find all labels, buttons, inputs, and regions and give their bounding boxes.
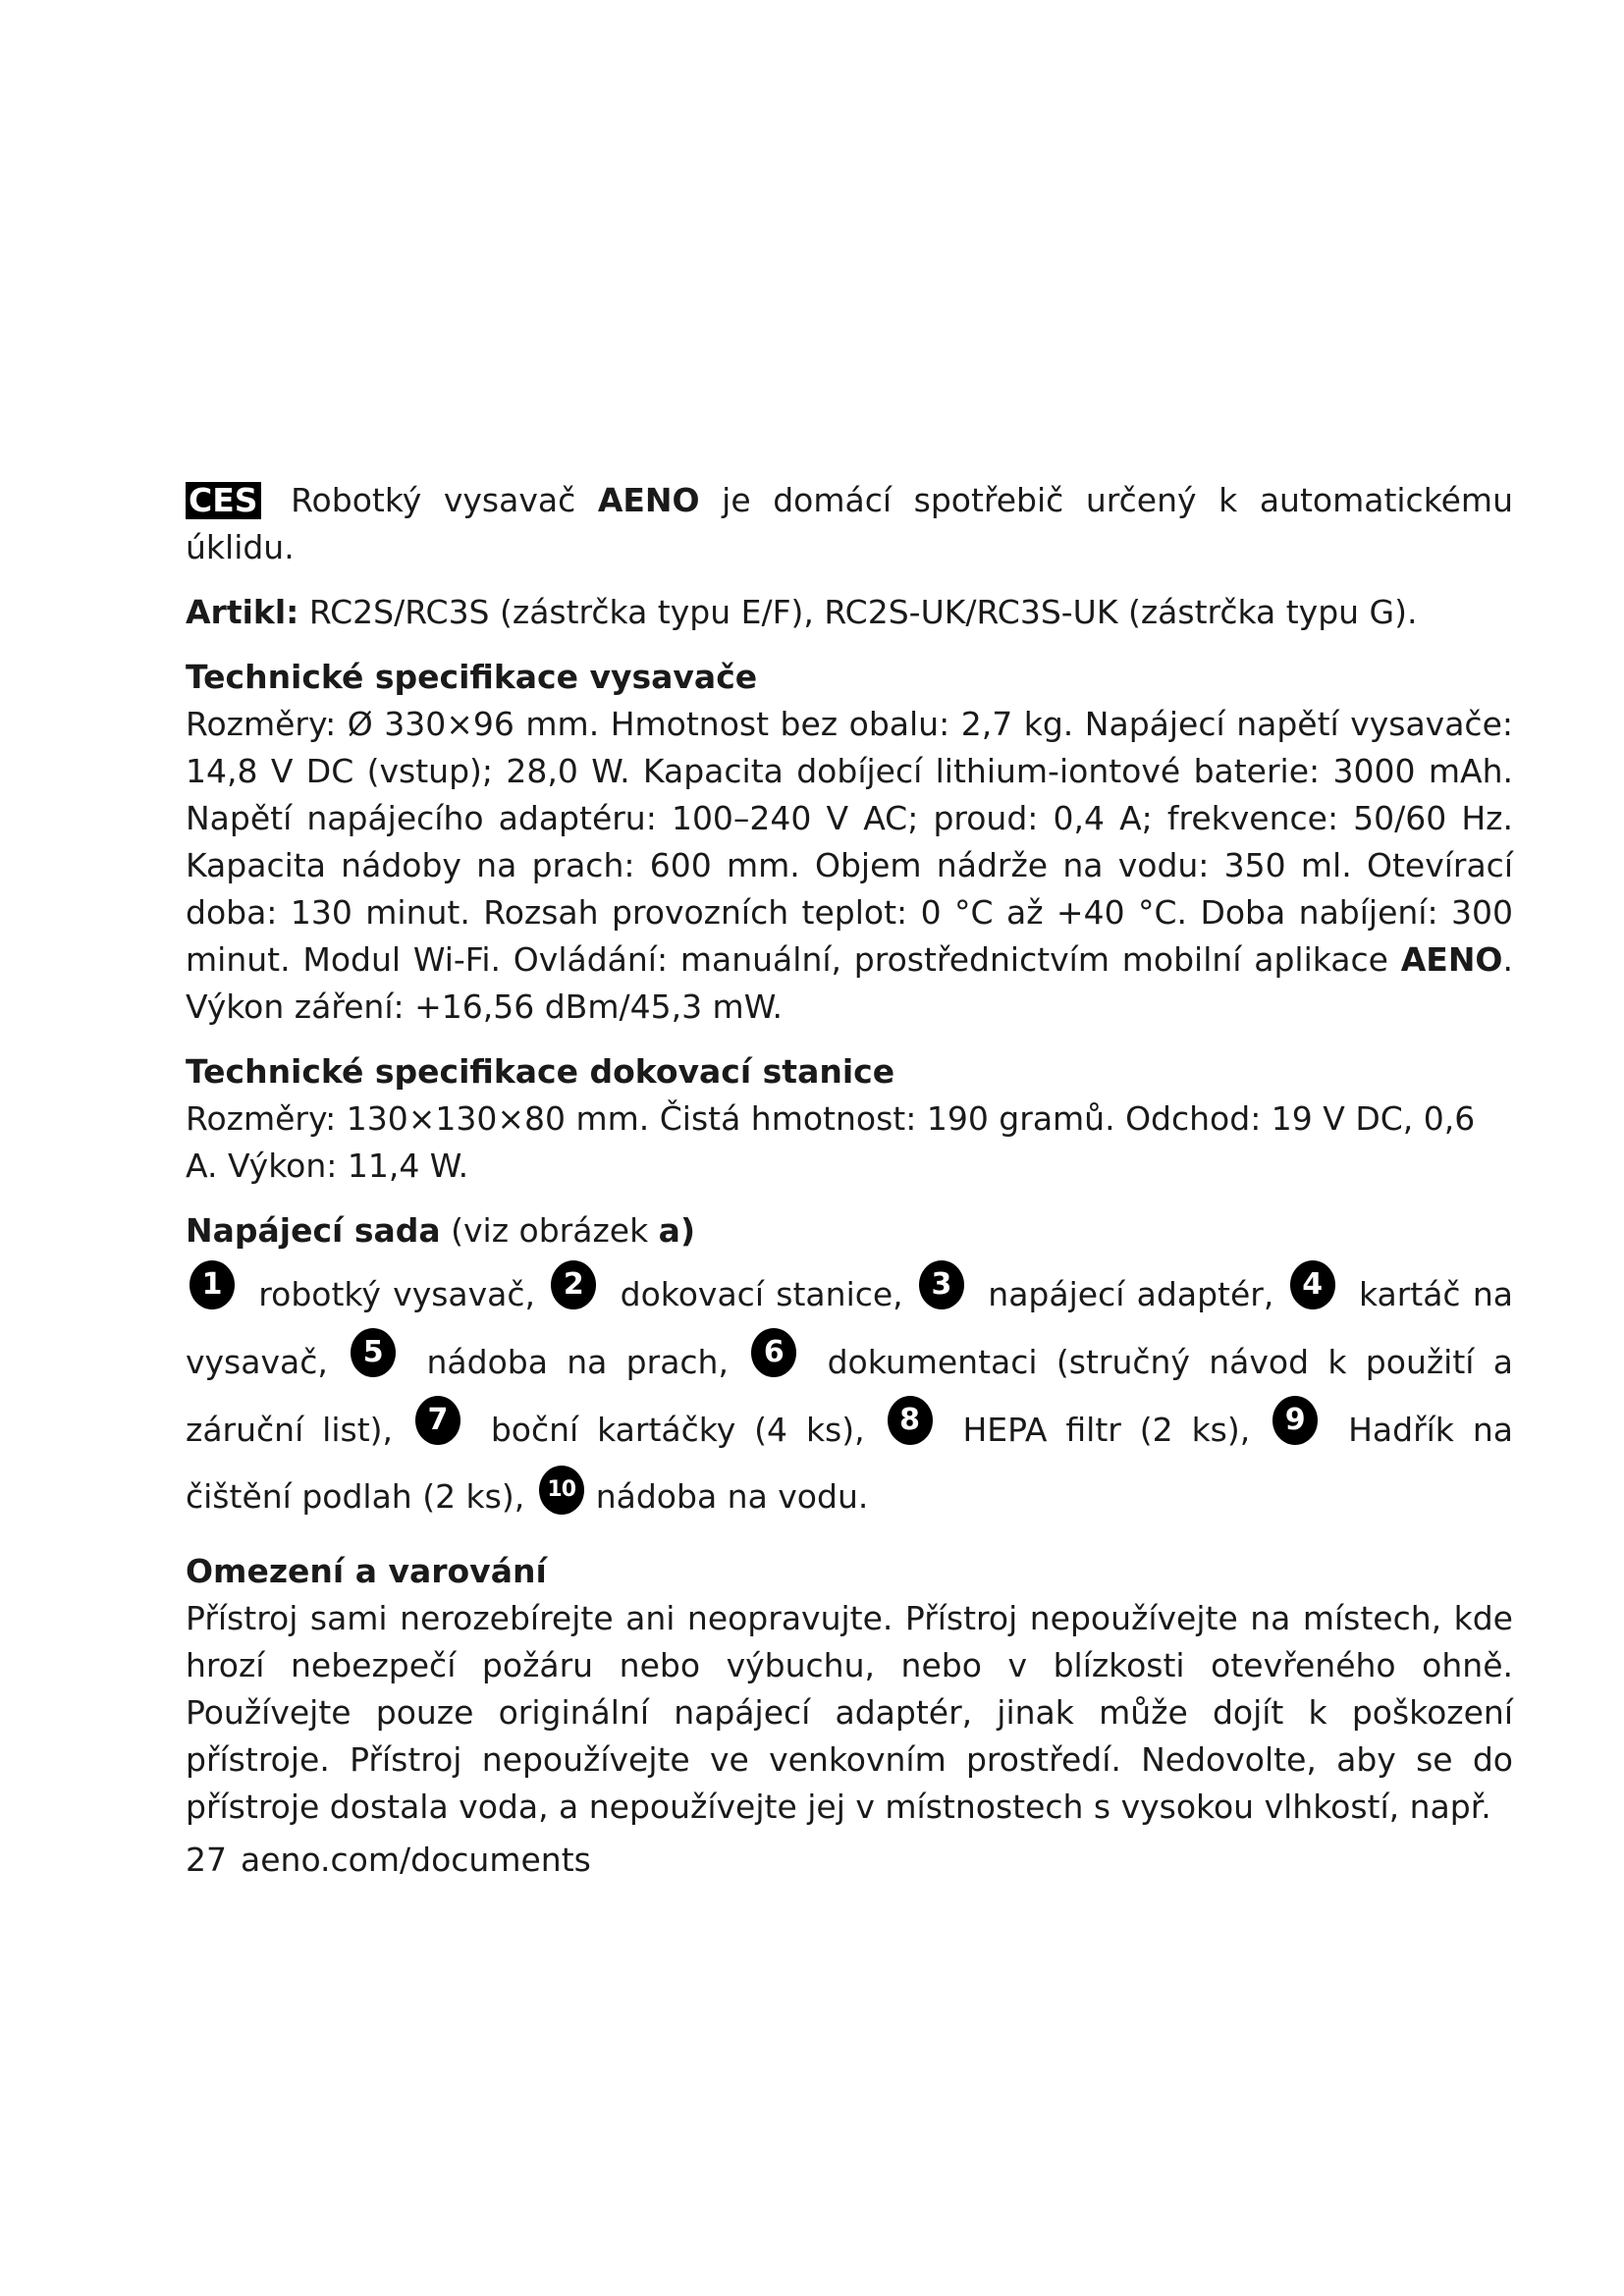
number-5-icon: 5: [351, 1328, 396, 1377]
dock-specs-body: Rozměry: 130×130×80 mm. Čistá hmotnost: 190 gramů. Odchod: 19 V DC, 0,6 A. Výkon: 11,4 W.: [186, 1099, 1476, 1185]
vacuum-specs-body: [186, 701, 1513, 1031]
article-paragraph: [186, 589, 1513, 636]
list-item: Hadřík na čištění podlah (2 ks),: [186, 1411, 1513, 1516]
article-value: RC2S/RC3S (zástrčka typu E/F), RC2S-UK/RC3S-UK (zástrčka typu G).: [298, 593, 1418, 631]
number-3-icon: 3: [919, 1260, 964, 1309]
number-2-icon: 2: [551, 1260, 596, 1309]
list-item: boční kartáčky (4 ks),: [471, 1411, 884, 1449]
list-item: kartáč na vysavač,: [186, 1275, 1514, 1381]
document-page: [186, 477, 1513, 1884]
list-item: napájecí adaptér,: [975, 1275, 1286, 1313]
list-item: dokovací stanice,: [608, 1275, 915, 1313]
number-1-icon: 1: [189, 1260, 235, 1309]
dock-specs-heading: Technické specifikace dokovací stanice: [186, 1052, 895, 1091]
intro-brand: AENO: [597, 481, 700, 519]
number-8-icon: 8: [888, 1396, 933, 1445]
power-set-list: [186, 1260, 1513, 1530]
number-7-icon: 7: [415, 1396, 460, 1445]
vacuum-specs-text-end: . Výkon záření: +16,56 dBm/45,3 mW.: [186, 940, 1513, 1026]
number-4-icon: 4: [1290, 1260, 1335, 1309]
language-badge: CES: [186, 482, 261, 519]
number-10-icon: 10: [539, 1466, 584, 1515]
article-label: Artikl:: [186, 593, 299, 631]
warnings-heading: Omezení a varování: [186, 1552, 547, 1590]
page-number: 27: [186, 1841, 227, 1879]
list-item: nádoba na prach,: [407, 1343, 748, 1381]
number-6-icon: 6: [751, 1328, 796, 1377]
intro-paragraph: [186, 477, 1513, 571]
power-set-heading-ref: a): [658, 1211, 696, 1250]
list-item: robotký vysavač,: [246, 1275, 548, 1313]
power-set-heading-note: (viz obrázek: [440, 1211, 659, 1250]
intro-text-before: Robotký vysavač: [268, 481, 598, 519]
list-item: HEPA filtr (2 ks),: [944, 1411, 1270, 1449]
page-footer: [186, 1837, 1513, 1884]
vacuum-specs-brand: AENO: [1400, 940, 1503, 979]
footer-url: aeno.com/documents: [241, 1841, 591, 1879]
list-item: dokumentaci (stručný návod k použití a záruční list),: [186, 1343, 1513, 1449]
vacuum-specs-text: Rozměry: Ø 330×96 mm. Hmotnost bez obalu: 2,7 kg. Napájecí napětí vysavače: 14,8 V DC (vstup); 28,0 W. Kapacita dobíjecí lithium-iontové baterie: 3000 mAh. Napětí napájecího adaptéru: 100–240 V AC; proud: 0,4 A; frekvence: 50/60 Hz. Kapacita nádoby na prach: 600 mm. Objem nádrže na vodu: 350 ml. Otevírací doba: 130 minut. Rozsah provozních teplot: 0 °C až +40 °C. Doba nabíjení: 300 minut. Modul Wi-Fi. Ovládání: manuální, prostřednictvím mobilní aplikace: [186, 705, 1513, 979]
power-set-heading: [186, 1207, 1513, 1255]
list-item: nádoba na vodu.: [595, 1477, 869, 1516]
vacuum-specs-heading: Technické specifikace vysavače: [186, 658, 758, 696]
warnings-body: Přístroj sami nerozebírejte ani neopravujte. Přístroj nepoužívejte na místech, kde hrozí nebezpečí požáru nebo výbuchu, nebo v blízkosti otevřeného ohně. Používejte pouze originální napájecí adaptér, jinak může dojít k poškození přístroje. Přístroj nepoužívejte ve venkovním prostředí. Nedovolte, aby se do přístroje dostala voda, a nepoužívejte jej v místnostech s vysokou vlhkostí, např.: [186, 1599, 1513, 1826]
intro-text-after: je domácí spotřebič určený k automatickému úklidu.: [186, 481, 1513, 566]
number-9-icon: 9: [1272, 1396, 1318, 1445]
power-set-heading-title: Napájecí sada: [186, 1211, 441, 1250]
